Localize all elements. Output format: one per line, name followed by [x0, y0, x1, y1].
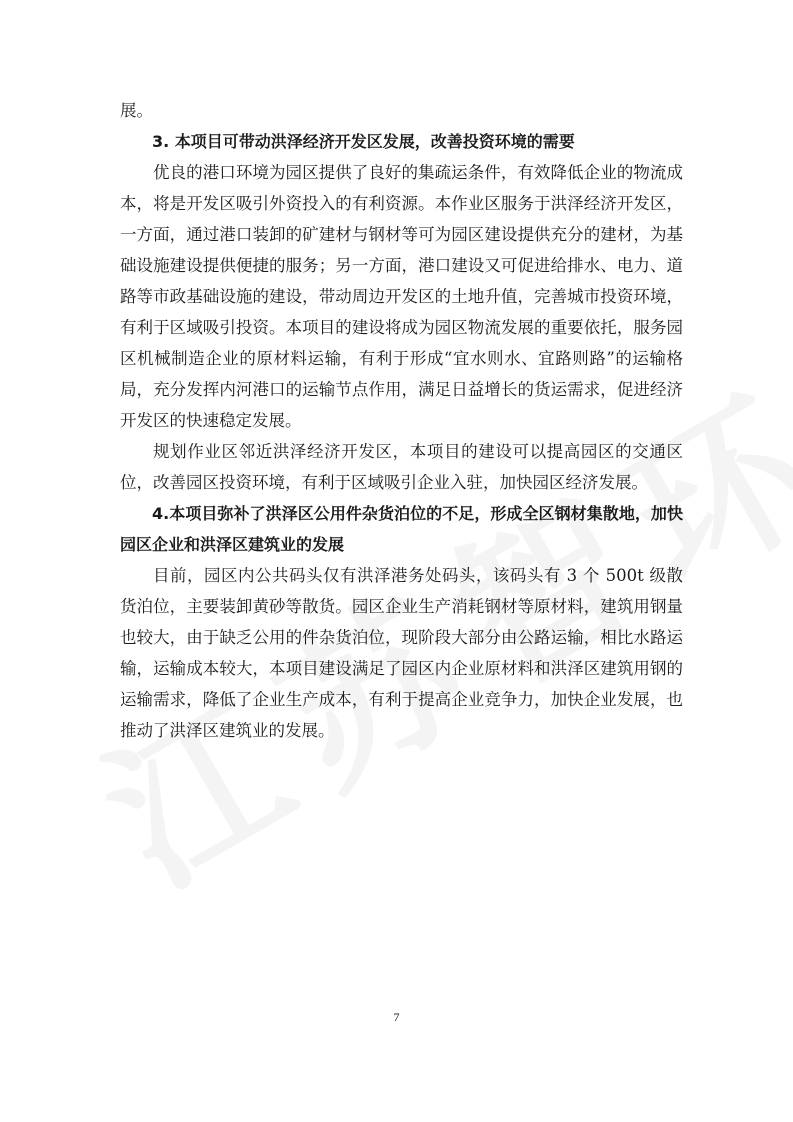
page-number: 7 — [393, 1010, 400, 1024]
paragraph: 目前，园区内公共码头仅有洪泽港务处码头，该码头有 3 个 500t 级散货泊位，主要装卸黄砂等散货。园区企业生产消耗钢材等原材料，建筑用钢量也较大，由于缺乏公用的件杂货泊位，现阶段大部分由公路运输，相比水路运输，运输成本较大，本项目建设满足了园区内企业原材料和洪泽区建筑用钢的运输需求，降低了企业生产成本，有利于提高企业竞争力，加快企业发展，也推动了洪泽区建筑业的发展。 — [120, 566, 683, 740]
paragraph: 规划作业区邻近洪泽经济开发区，本项目的建设可以提高园区的交通区位，改善园区投资环境，有利于区域吸引企业入驻，加快园区经济发展。 — [120, 442, 683, 492]
body-text — [120, 95, 683, 746]
section-heading-4: 4.本项目弥补了洪泽区公用件杂货泊位的不足，形成全区钢材集散地，加快园区企业和洪泽区建筑业的发展 — [120, 504, 683, 554]
section-heading-3: 3. 本项目可带动洪泽经济开发区发展，改善投资环境的需要 — [152, 132, 575, 151]
paragraph: 优良的港口环境为园区提供了良好的集疏运条件，有效降低企业的物流成本，将是开发区吸引外资投入的有利资源。本作业区服务于洪泽经济开发区，一方面，通过港口装卸的矿建材与钢材等可为园区建设提供充分的建材，为基础设施建设提供便捷的服务；另一方面，港口建设又可促进给排水、电力、道路等市政基础设施的建设，带动周边开发区的土地升值，完善城市投资环境，有利于区域吸引投资。本项目的建设将成为园区物流发展的重要依托，服务园区机械制造企业的原材料运输，有利于形成“宜水则水、宜路则路”的运输格局，充分发挥内河港口的运输节点作用，满足日益增长的货运需求，促进经济开发区的快速稳定发展。 — [120, 163, 683, 430]
paragraph-continuation: 展。 — [120, 101, 153, 120]
